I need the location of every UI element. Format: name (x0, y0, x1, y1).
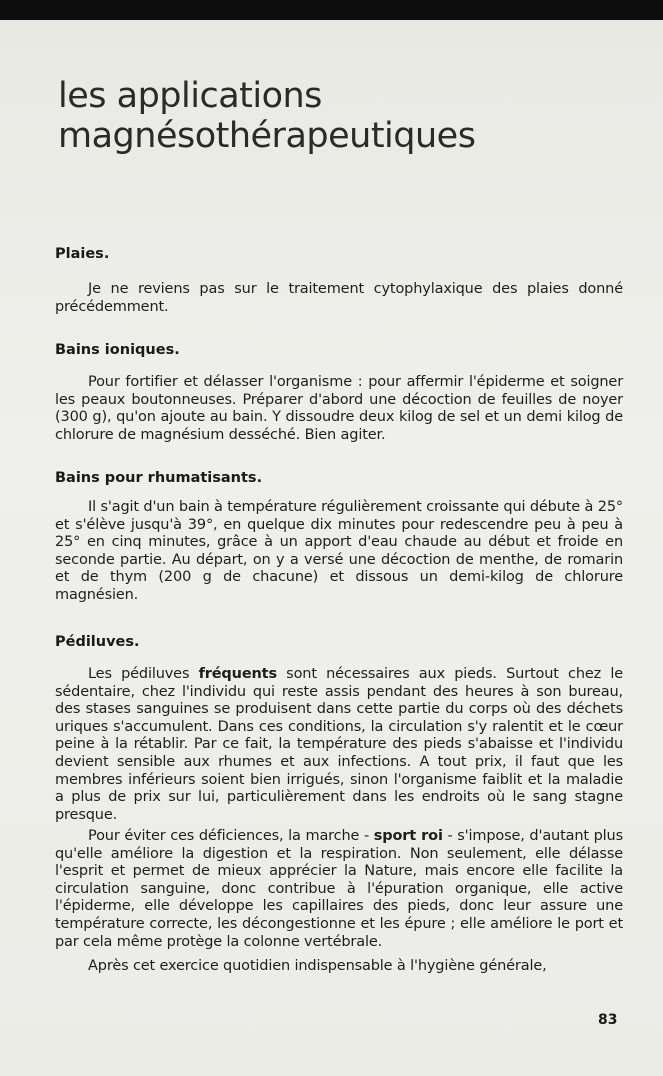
paragraph-bains-ioniques: Pour fortifier et délasser l'organisme : pour affermir l'épiderme et soigner les peaux boutonneuses. Préparer d'abord une décoction de feuilles de noyer (300 g), qu'on ajoute au bain. Y dissoudre deux kilog de sel et un demi kilog de chlorure de magnésium desséché. Bien agiter. (55, 374, 623, 443)
paragraph-pediluves-2 (55, 828, 623, 951)
book-page (0, 20, 663, 1076)
pediluves-2-text-end: - s'impose, d'autant plus qu'elle améliore la digestion et la respiration. Non seulement, elle délasse l'esprit et permet de mieux apprécier la Nature, mais encore elle facilite la circulation sanguine, donc contribue à l'épuration organique, elle active l'épiderme, elle développe les capillaires des pieds, donc leur assure une température correcte, les décongestionne et les épure ; elle améliore le port et par cela même protège la colonne vertébrale. (55, 828, 623, 950)
pediluves-2-text-start: Pour éviter ces déficiences, la marche - (88, 828, 374, 844)
paragraph-pediluves-3: Après cet exercice quotidien indispensable à l'hygiène générale, (88, 958, 547, 974)
pediluves-2-emphasis: sport roi (373, 828, 443, 844)
pediluves-1-text-end: sont nécessaires aux pieds. Surtout chez le sédentaire, chez l'individu qui reste assis pendant des heures à son bureau, des stases sanguines se produisent dans cette partie du corps où des déchets uriques s'accumulent. Dans ces conditions, la circulation s'y ralentit et le cœur peine à la rétablir. Par ce fait, la température des pieds s'abaisse et l'individu devient sensible aux rhumes et aux infections. A tout prix, il faut que les membres inférieurs soient bien irrigués, sinon l'organisme faiblit et la maladie a plus de prix sur lui, particulièrement dans les endroits où le sang stagne presque. (55, 666, 623, 823)
paragraph-pediluves-1 (55, 666, 623, 824)
page-title-line-1: les applications (58, 76, 322, 116)
paragraph-bains-rhumatisants: Il s'agit d'un bain à température régulièrement croissante qui débute à 25° et s'élève jusqu'à 39°, en quelque dix minutes pour redescendre peu à peu à 25° en cinq minutes, grâce à un apport d'eau chaude au début et froide en seconde partie. Au départ, on y a versé une décoction de menthe, de romarin et de thym (200 g de chacune) et dissous un demi-kilog de chlorure magnésien. (55, 499, 623, 603)
heading-bains-ioniques: Bains ioniques. (55, 342, 180, 358)
page-number: 83 (598, 1012, 618, 1028)
pediluves-1-emphasis: fréquents (198, 666, 277, 682)
pediluves-1-text-start: Les pédiluves (88, 666, 199, 682)
heading-pediluves: Pédiluves. (55, 634, 140, 650)
page-title-line-2: magnésothérapeutiques (58, 116, 476, 156)
heading-plaies: Plaies. (55, 246, 110, 262)
heading-bains-rhumatisants: Bains pour rhumatisants. (55, 470, 263, 486)
page-title (58, 76, 475, 156)
scan-top-border (0, 0, 663, 20)
paragraph-plaies: Je ne reviens pas sur le traitement cytophylaxique des plaies donné précédemment. (55, 281, 623, 315)
